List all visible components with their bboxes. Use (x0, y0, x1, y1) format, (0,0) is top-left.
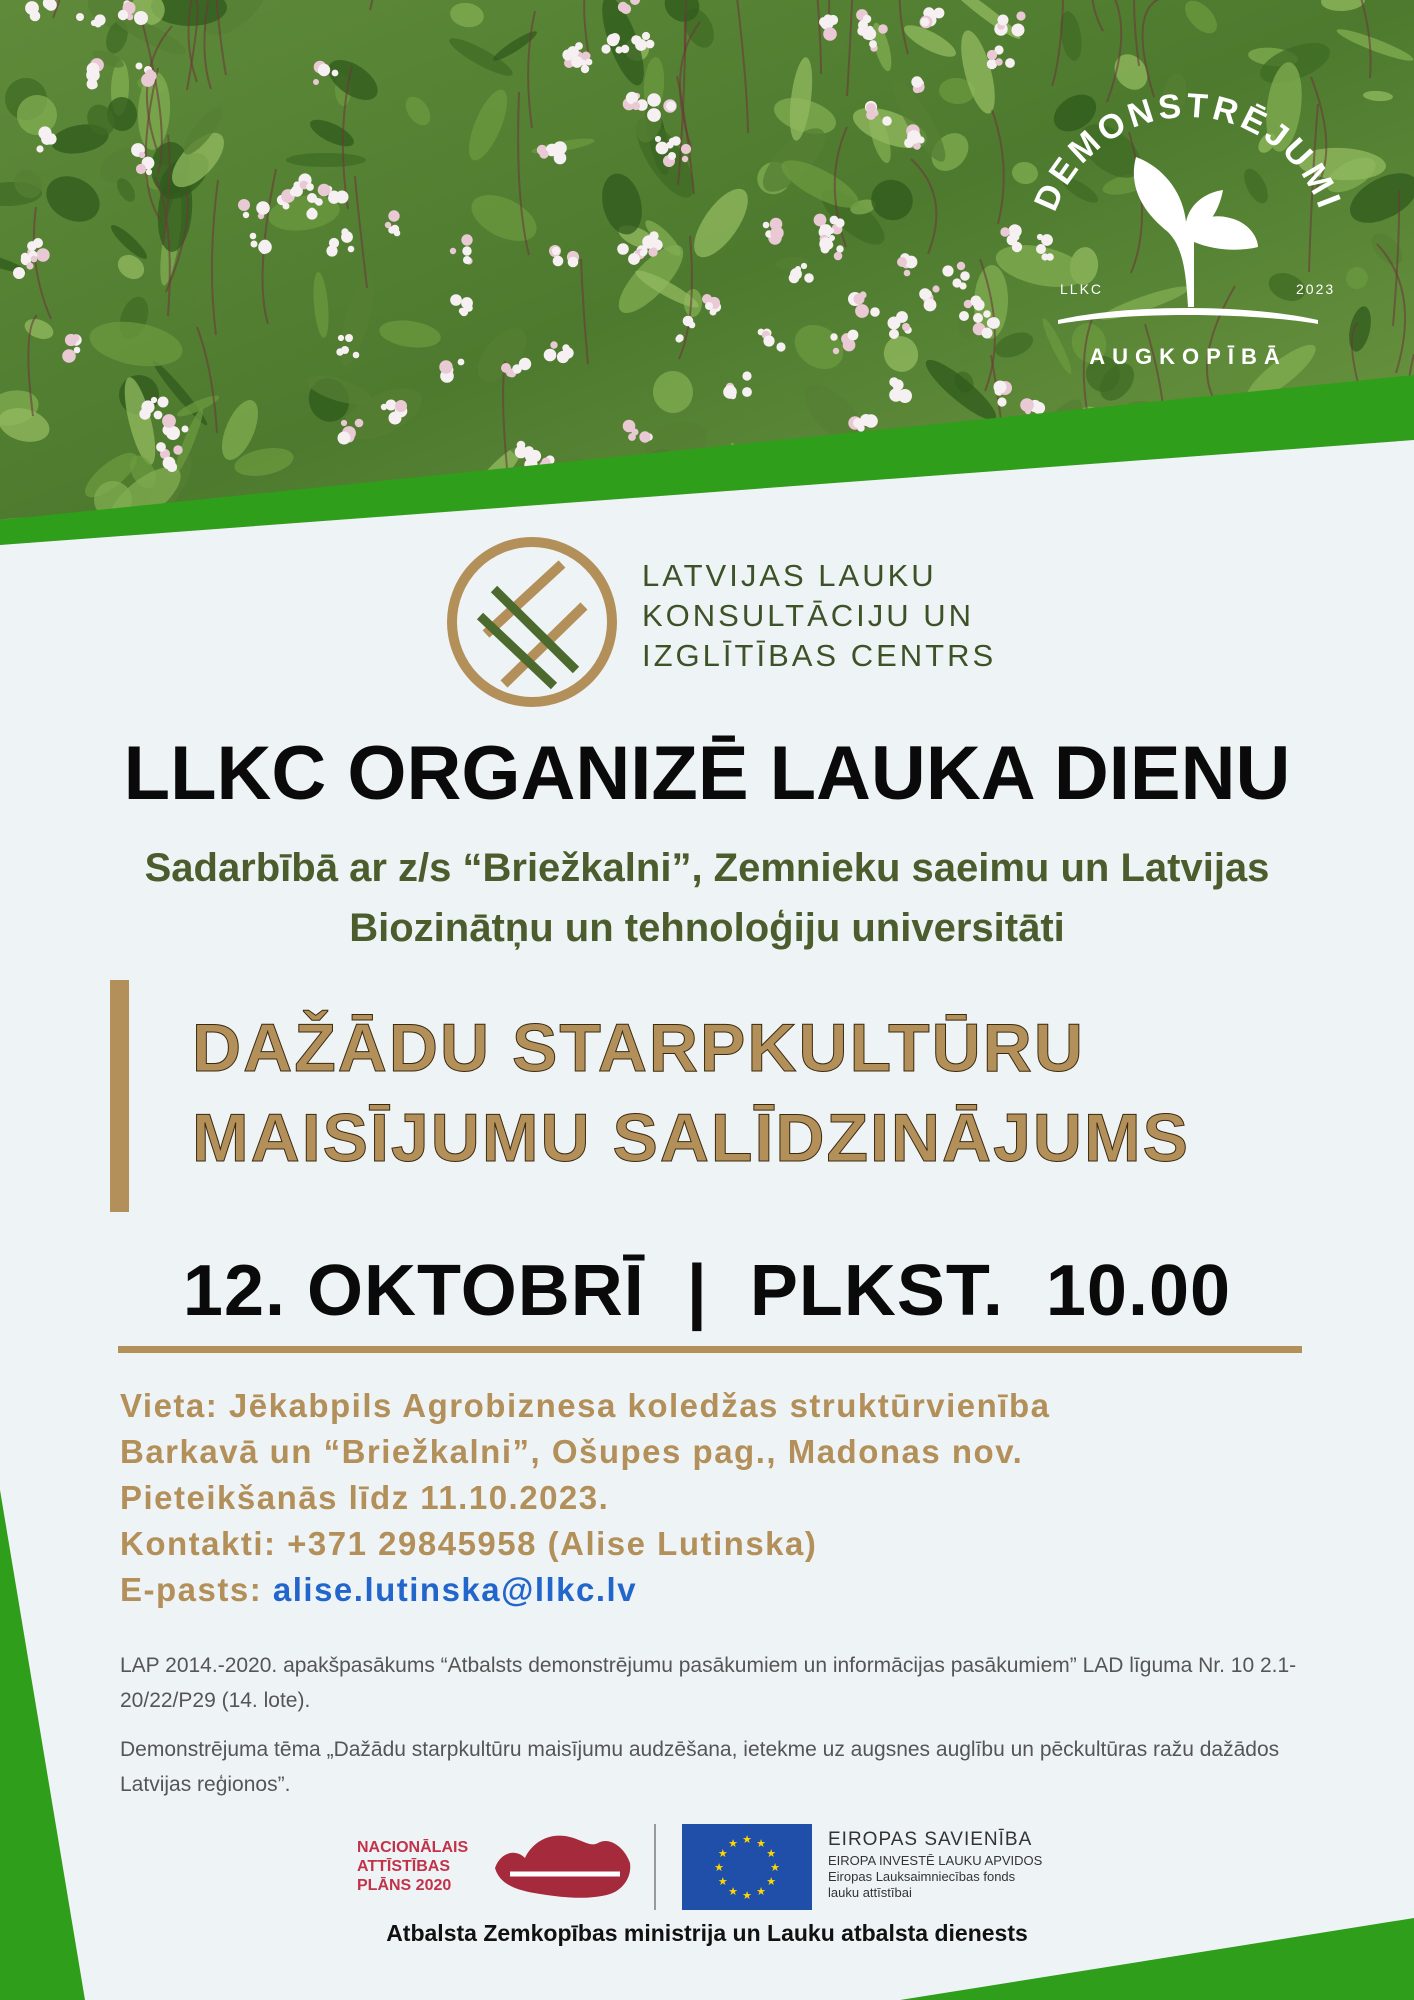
email-label: E-pasts: (120, 1571, 273, 1608)
badge-right-small: 2023 (1296, 281, 1336, 297)
org-name-line1: LATVIJAS LAUKU (642, 558, 937, 593)
event-topic (192, 1003, 1342, 1183)
contacts: Kontakti: +371 29845958 (Alise Lutinska) (120, 1525, 818, 1562)
event-details (120, 1383, 1320, 1613)
topic-line2: MAISĪJUMU SALĪDZINĀJUMS (192, 1100, 1191, 1176)
demonstrejumi-badge (1018, 72, 1358, 382)
program-note: LAP 2014.-2020. apakšpasākums “Atbalsts demonstrējumu pasākumiem un informācijas pasākumiem” LAD līguma Nr. 10 2.1-20/22/P29 (14. lote). (120, 1654, 1297, 1712)
eu-star-icon: ★ (756, 1837, 766, 1850)
nap-line3: PLĀNS 2020 (357, 1877, 452, 1894)
theme-note: Demonstrējuma tēma „Dažādu starpkultūru maisījumu audzēšana, ietekme uz augsnes auglību un pēckultūras ražu dažādos Latvijas reģionos”. (120, 1738, 1280, 1796)
registration-deadline: Pieteikšanās līdz 11.10.2023. (120, 1479, 610, 1516)
seedling-icon (1058, 157, 1318, 324)
eu-subtitle3: lauku attīstībai (828, 1885, 912, 1900)
eu-star-icon: ★ (714, 1862, 724, 1874)
latvia-map-icon (490, 1828, 635, 1904)
eu-star-icon: ★ (766, 1876, 777, 1888)
badge-bottom-label: AUGKOPĪBĀ (1089, 344, 1287, 369)
eu-star-icon: ★ (728, 1886, 738, 1899)
topic-accent-bar (110, 980, 129, 1212)
eu-star-icon: ★ (770, 1862, 780, 1874)
location-line2: Barkavā un “Briežkalni”, Ošupes pag., Madonas nov. (120, 1433, 1024, 1470)
org-name-line2: KONSULTĀCIJU UN (642, 598, 975, 633)
badge-arc-text: DEMONSTRĒJUMI (1026, 86, 1350, 217)
page-title: LLKC ORGANIZĒ LAUKA DIENU (123, 731, 1291, 816)
eu-star-icon: ★ (717, 1876, 728, 1888)
partners-line1: Sadarbībā ar z/s “Briežkalni”, Zemnieku saeimu un Latvijas (144, 846, 1270, 890)
svg-text:DEMONSTRĒJUMI (1027, 87, 1349, 217)
org-name-line3: IZGLĪTĪBAS CENTRS (642, 638, 997, 673)
email-link[interactable]: alise.lutinska@llkc.lv (272, 1571, 638, 1608)
eu-subtitle1: EIROPA INVESTĒ LAUKU APVIDOS (828, 1853, 1043, 1868)
email-row (120, 1567, 1320, 1613)
nap-logo-text (357, 1838, 497, 1895)
eu-subtitle2: Eiropas Lauksaimniecības fonds (828, 1869, 1016, 1884)
topic-line1: DAŽĀDU STARPKULTŪRU (192, 1010, 1085, 1086)
nap-line2: ATTĪSTĪBAS (357, 1858, 451, 1875)
eu-title: EIROPAS SAVIENĪBA (828, 1829, 1033, 1850)
badge-left-small: LLKC (1060, 281, 1104, 297)
eu-star-icon: ★ (766, 1848, 777, 1860)
divider (118, 1346, 1302, 1353)
eu-star-icon: ★ (756, 1886, 766, 1899)
organization-name (642, 556, 1002, 676)
partners-text (0, 838, 1414, 958)
event-date-time: 12. OKTOBRĪ | PLKST. 10.00 (182, 1251, 1232, 1331)
support-statement: Atbalsta Zemkopības ministrija un Lauku atbalsta dienests (386, 1920, 1028, 1946)
llkc-logo-icon (444, 534, 620, 710)
eu-star-icon: ★ (742, 1834, 752, 1846)
logo-divider (654, 1824, 656, 1910)
eu-star-icon: ★ (728, 1837, 738, 1850)
eu-flag-icon (682, 1824, 812, 1910)
location-line1: Vieta: Jēkabpils Agrobiznesa koledžas struktūrvienība (120, 1387, 1051, 1424)
eu-logo-text (828, 1827, 1128, 1901)
eu-star-icon: ★ (717, 1848, 728, 1860)
partners-line2: Biozinātņu un tehnoloģiju universitāti (349, 906, 1065, 950)
nap-line1: NACIONĀLAIS (357, 1839, 469, 1856)
eu-star-icon: ★ (742, 1890, 752, 1902)
